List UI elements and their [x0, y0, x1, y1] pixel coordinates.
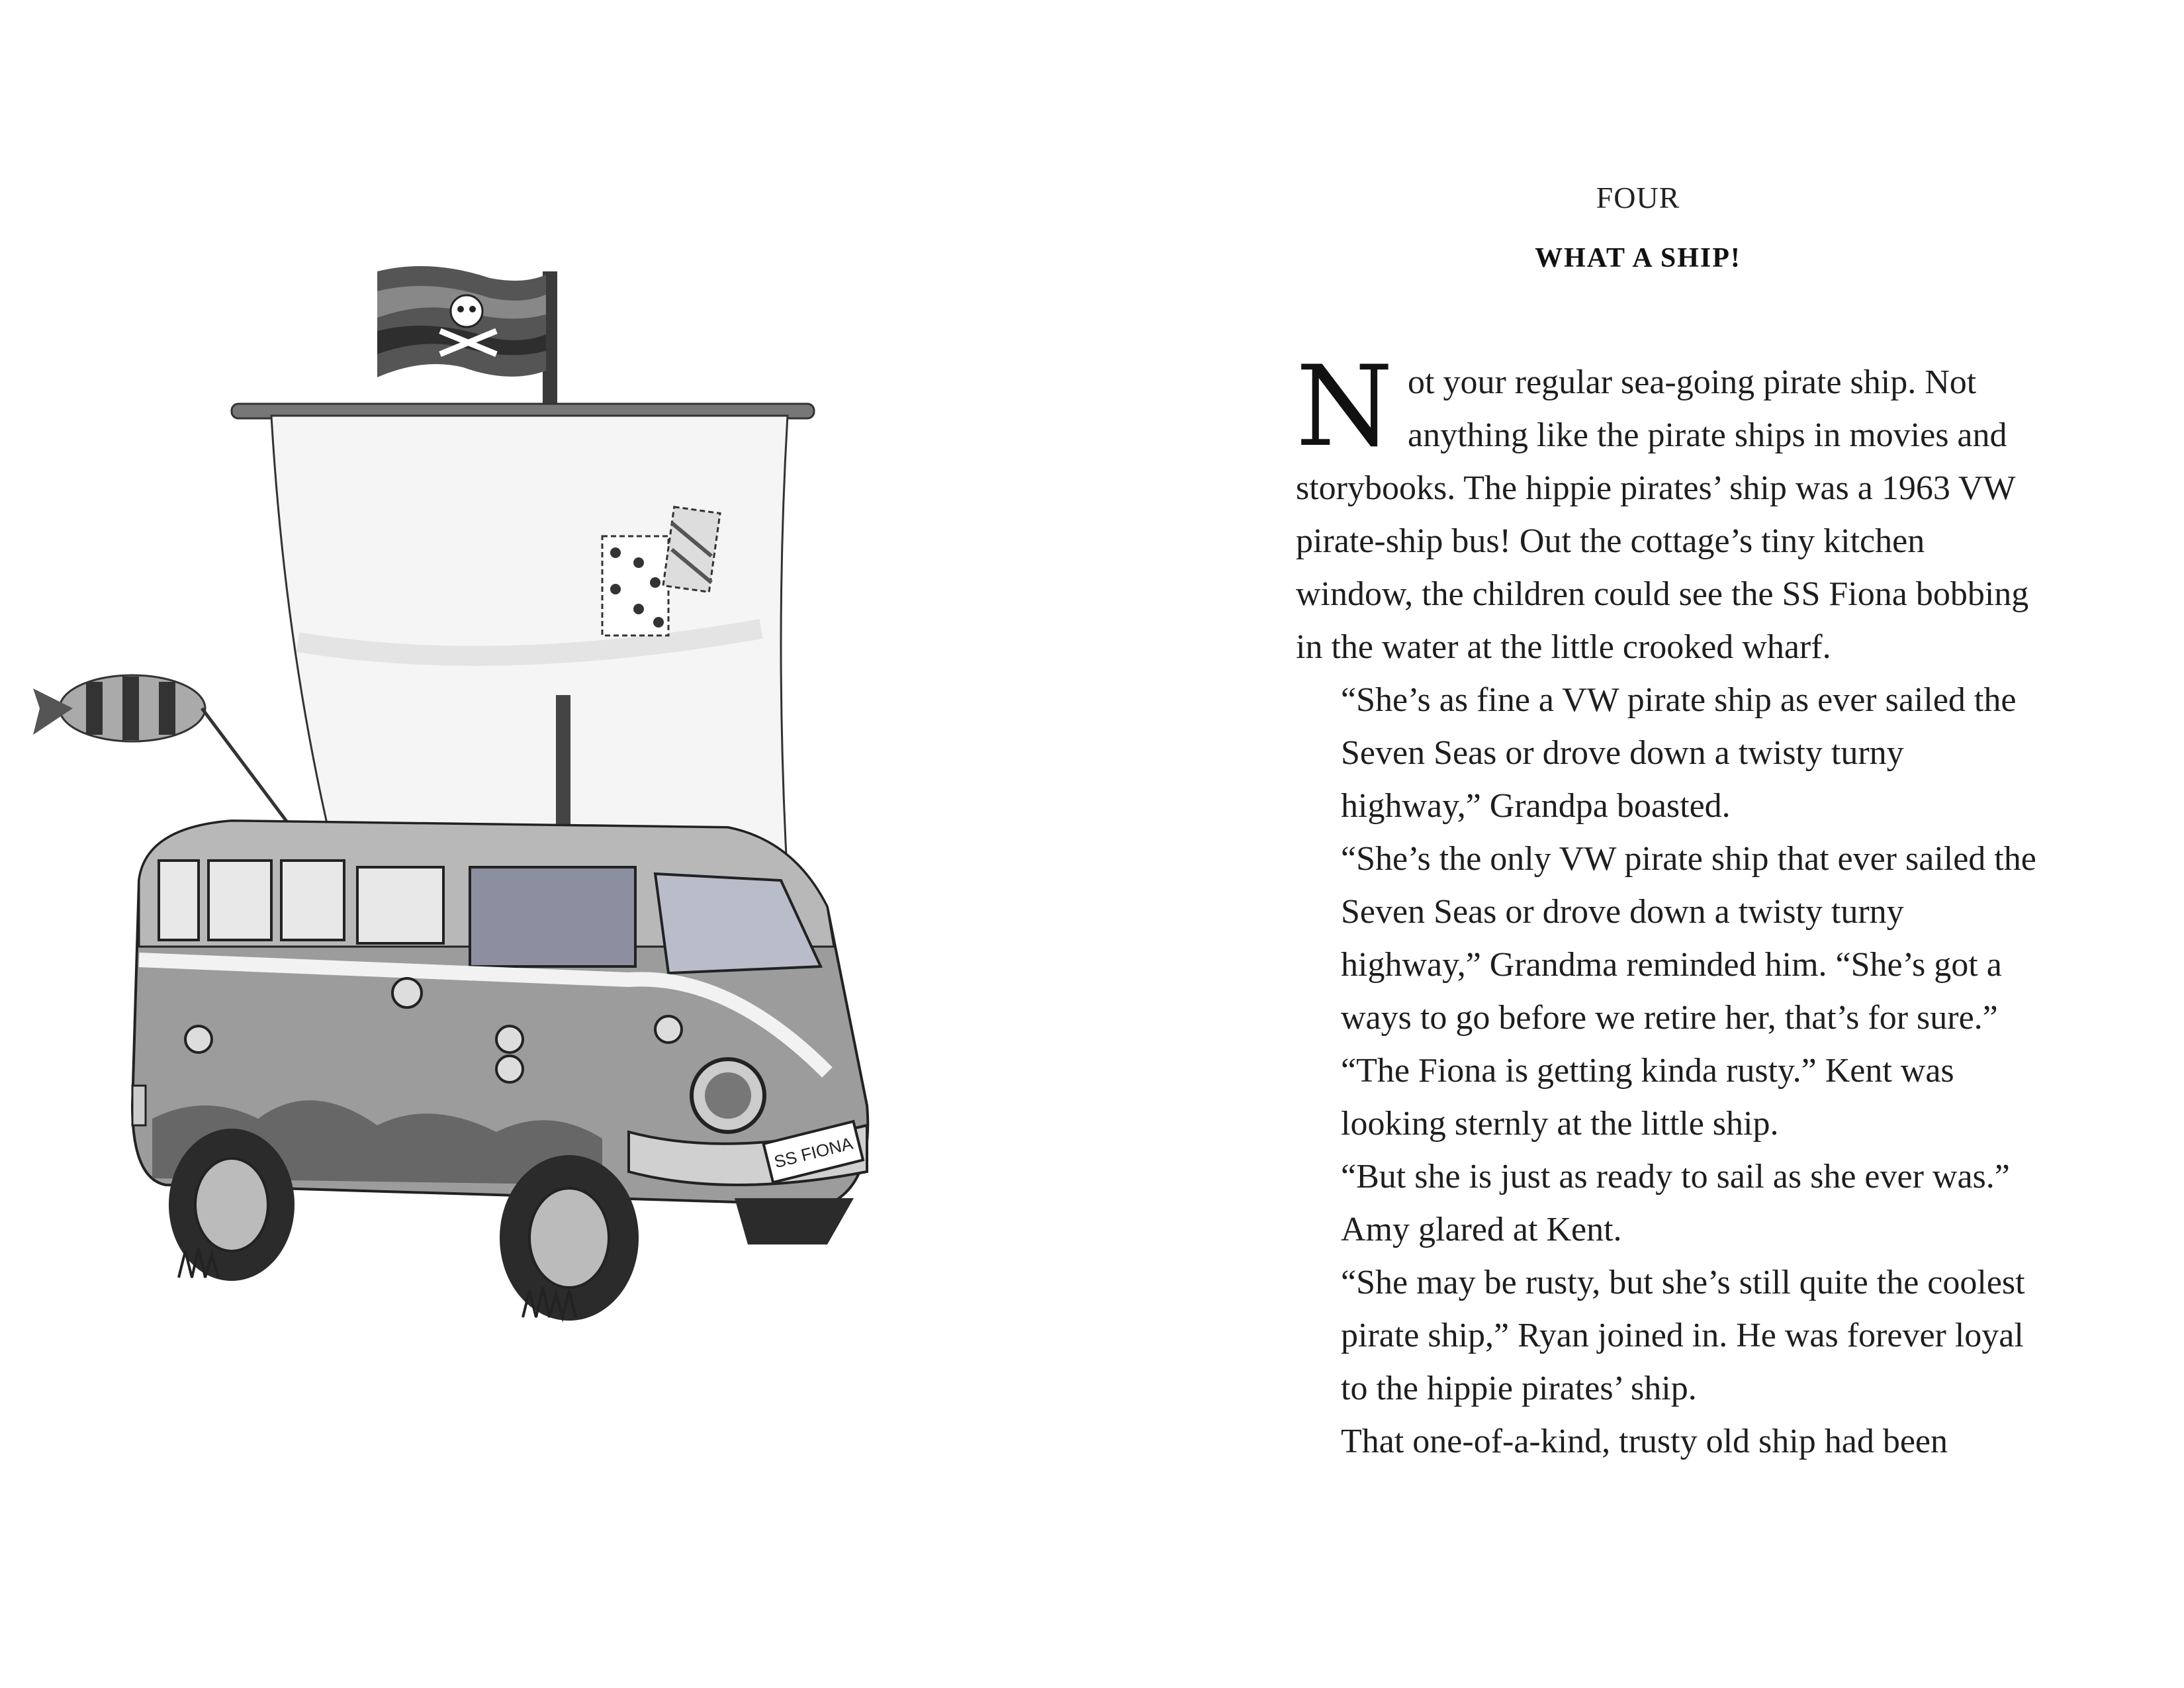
paragraph-1-text: ot your regular sea-going pirate ship. Not anything like the pirate ships in movies and storybooks. The hippie pirates’ ship was a 1963 VW pirate-ship bus! Out the cottage’s tiny kitchen window, the children could see the SS Fiona bobbing in the water at the little crooked wharf. [1296, 363, 2029, 666]
fish-windsock-icon [33, 675, 291, 827]
paragraph-4: “The Fiona is getting kinda rusty.” Kent was looking sternly at the little ship. [1341, 1052, 1954, 1143]
paragraph-1 [1296, 342, 2037, 674]
paragraph-6: “She may be rusty, but she’s still quite the coolest pirate ship,” Ryan joined in. He was forever loyal to the hippie pirates’ ship. [1341, 1264, 2025, 1407]
chapter-title: WHAT A SHIP! [1535, 243, 1741, 273]
vw-pirate-bus-illustration [33, 245, 960, 1383]
right-page [1092, 0, 2184, 1688]
pirate-flag-icon [377, 266, 546, 377]
paragraph-2: “She’s as fine a VW pirate ship as ever sailed the Seven Seas or drove down a twisty turny highway,” Grandpa boasted. [1341, 681, 2017, 825]
paragraph-5: “But she is just as ready to sail as she ever was.” Amy glared at Kent. [1341, 1158, 2010, 1248]
license-plate-text: SS FIONA [772, 1133, 855, 1172]
vw-bus-icon [132, 821, 868, 1321]
paragraph-3: “She’s the only VW pirate ship that ever sailed the Seven Seas or drove down a twisty turny highway,” Grandma reminded him. “She’s got a ways to go before we retire her, that’s for sure.” [1341, 840, 2036, 1037]
chapter-number: FOUR [1596, 181, 1680, 214]
drop-cap: N [1296, 342, 1393, 471]
paragraph-7: That one-of-a-kind, trusty old ship had been [1341, 1423, 1948, 1460]
chapter-body [1296, 342, 2037, 1468]
